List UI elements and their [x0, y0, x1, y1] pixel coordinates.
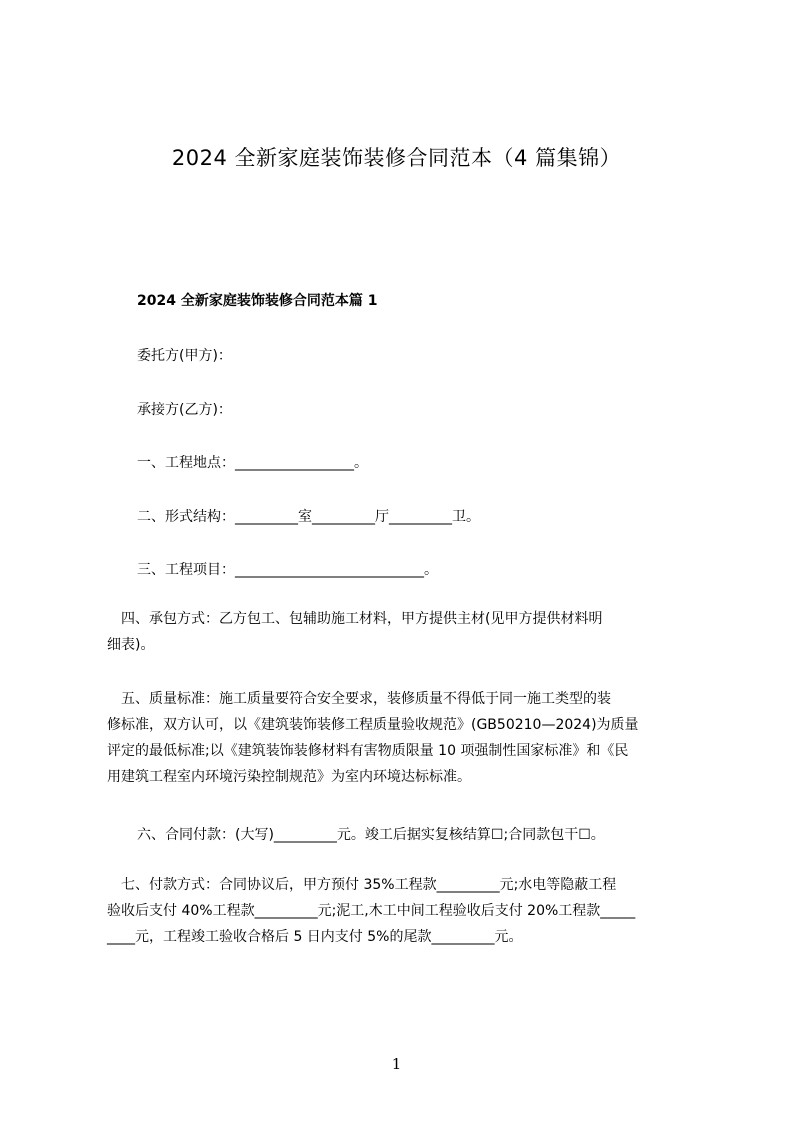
- paragraph-line: 验收后支付 40%工程款_________元;泥工,木工中间工程验收后支付 20%工程款_____: [107, 903, 636, 919]
- paragraph-line: 用建筑工程室内环境污染控制规范》为室内环境达标标准。: [107, 769, 471, 785]
- contractor-party-line: 承接方(乙方)：: [137, 402, 232, 418]
- paragraph-line: 细表)。: [107, 637, 155, 653]
- paragraph-line: 四、承包方式：乙方包工、包辅助施工材料，甲方提供主材(见甲方提供材料明: [107, 611, 603, 627]
- clause-house-structure: 二、形式结构：_________室_________厅_________卫。: [137, 509, 480, 525]
- clause-quality-standard: [107, 686, 705, 790]
- paragraph-line: 评定的最低标准;以《建筑装饰装修材料有害物质限量 10 项强制性国家标准》和《民: [107, 743, 629, 759]
- paragraph-line: 修标准，双方认可，以《建筑装饰装修工程质量验收规范》(GB50210—2024)为质量: [107, 717, 639, 733]
- paragraph-line: 五、质量标准：施工质量要符合安全要求，装修质量不得低于同一施工类型的装: [107, 691, 611, 707]
- clause-contract-payment: 六、合同付款：(大写)_________元。竣工后据实复核结算☐;合同款包干☐。: [137, 827, 605, 843]
- clause-project-location: 一、工程地点：_________________。: [137, 455, 368, 471]
- page-number: 1: [391, 1055, 402, 1073]
- paragraph-line: 七、付款方式：合同协议后，甲方预付 35%工程款_________元;水电等隐蔽工程: [107, 877, 617, 893]
- clause-payment-terms: [107, 872, 705, 950]
- client-party-line: 委托方(甲方)：: [137, 348, 232, 364]
- document-title: 2024 全新家庭装饰装修合同范本（4 篇集锦）: [171, 146, 622, 170]
- clause-project-items: 三、工程项目：___________________________。: [137, 562, 438, 578]
- paragraph-line: ____元，工程竣工验收合格后 5 日内支付 5%的尾款_________元。: [107, 929, 523, 945]
- section-heading: 2024 全新家庭装饰装修合同范本篇 1: [137, 293, 378, 309]
- clause-contracting-method: [107, 606, 705, 658]
